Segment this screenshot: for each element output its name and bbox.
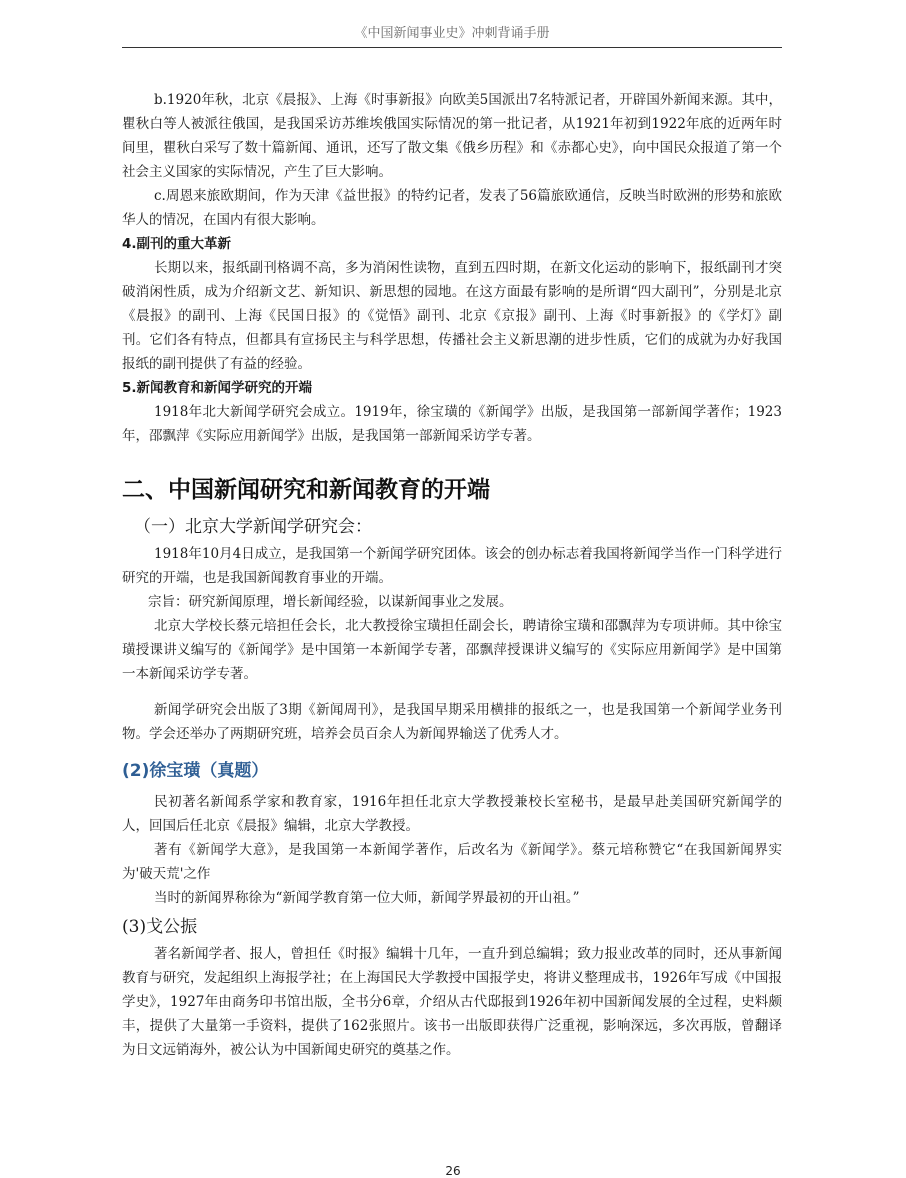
page-body [122,88,782,1062]
paragraph-society-leadership: 北京大学校长蔡元培担任会长，北大教授徐宝璜担任副会长，聘请徐宝璜和邵飘萍为专项讲师。其中徐宝璜授课讲义编写的《新闻学》是中国第一本新闻学专著，邵飘萍授课讲义编写的《实际应用新闻学》是中国第一本新闻采访学专著。 [122,618,782,682]
subheading-ge-gongzhen: (3)戈公振 [122,917,198,937]
paragraph-society-founded: 1918年10月4日成立，是我国第一个新闻学研究团体。该会的创办标志着我国将新闻学当作一门科学进行研究的开端，也是我国新闻教育事业的开端。 [122,546,782,586]
paragraph-supplement-reform: 长期以来，报纸副刊格调不高，多为消闲性读物，直到五四时期，在新文化运动的影响下，报纸副刊才突破消闲性质，成为介绍新文艺、新知识、新思想的园地。在这方面最有影响的是所谓“四大副刊”，分别是北京《晨报》的副刊、上海《民国日报》的《觉悟》副刊、北京《京报》副刊、上海《时事新报》的《学灯》副刊。它们各有特点，但都具有宣扬民主与科学思想，传播社会主义新思潮的进步性质，它们的成就为办好我国报纸的副刊提供了有益的经验。 [122,260,782,372]
subheading-xu-baohuang: (2)徐宝璜（真题） [122,761,269,781]
subheading-peking-university-society: （一）北京大学新闻学研究会： [134,517,372,537]
paragraph-ge-bio: 著名新闻学者、报人，曾担任《时报》编辑十几年，一直升到总编辑；致力报业改革的同时，还从事新闻教育与研究，发起组织上海报学社；在上海国民大学教授中国报学史，将讲义整理成书，1926年写成《中国报学史》，1927年由商务印书馆出版，全书分6章，介绍从古代邸报到1926年初中国新闻发展的全过程，史料颇丰，提供了大量第一手资料，提供了162张照片。该书一出版即获得广泛重视，影响深远，多次再版，曾翻译为日文远销海外，被公认为中国新闻史研究的奠基之作。 [122,946,782,1058]
page-number: 26 [445,1164,461,1178]
paragraph-society-publications: 新闻学研究会出版了3期《新闻周刊》，是我国早期采用横排的报纸之一，也是我国第一个新闻学业务刊物。学会还举办了两期研究班，培养会员百余人为新闻界输送了优秀人才。 [122,702,782,742]
paragraph-xu-bio: 民初著名新闻系学家和教育家，1916年担任北京大学教授兼校长室秘书，是最早赴美国研究新闻学的人，回国后任北京《晨报》编辑，北京大学教授。 [122,794,782,834]
header-divider [122,47,782,48]
chapter-heading: 二、中国新闻研究和新闻教育的开端 [122,477,490,503]
paragraph-xu-praise: 当时的新闻界称徐为“新闻学教育第一位大师，新闻学界最初的开山祖。” [154,890,580,906]
paragraph-xu-works: 著有《新闻学大意》，是我国第一本新闻学著作，后改名为《新闻学》。蔡元培称赞它“在我国新闻界实为'破天荒'之作 [122,842,782,882]
spacer [122,686,782,698]
paragraph-journalism-education-start: 1918年北大新闻学研究会成立。1919年，徐宝璜的《新闻学》出版，是我国第一部新闻学著作；1923年，邵飘萍《实际应用新闻学》出版，是我国第一部新闻采访学专著。 [122,404,782,444]
paragraph-c: c.周恩来旅欧期间，作为天津《益世报》的特约记者，发表了56篇旅欧通信，反映当时欧洲的形势和旅欧华人的情况，在国内有很大影响。 [122,188,782,228]
heading-supplement-reform: 4.副刊的重大革新 [122,236,232,252]
paragraph-society-purpose: 宗旨：研究新闻原理，增长新闻经验，以谋新闻事业之发展。 [148,594,513,610]
running-header: 《中国新闻事业史》冲刺背诵手册 [354,26,550,41]
heading-journalism-education-start: 5.新闻教育和新闻学研究的开端 [122,380,313,396]
paragraph-b: b.1920年秋，北京《晨报》、上海《时事新报》向欧美5国派出7名特派记者，开辟国外新闻来源。其中，瞿秋白等人被派往俄国，是我国采访苏维埃俄国实际情况的第一批记者，从1921年初到1922年底的近两年时间里，瞿秋白采写了数十篇新闻、通讯，还写了散文集《俄乡历程》和《赤都心史》，向中国民众报道了第一个社会主义国家的实际情况，产生了巨大影响。 [122,92,782,180]
